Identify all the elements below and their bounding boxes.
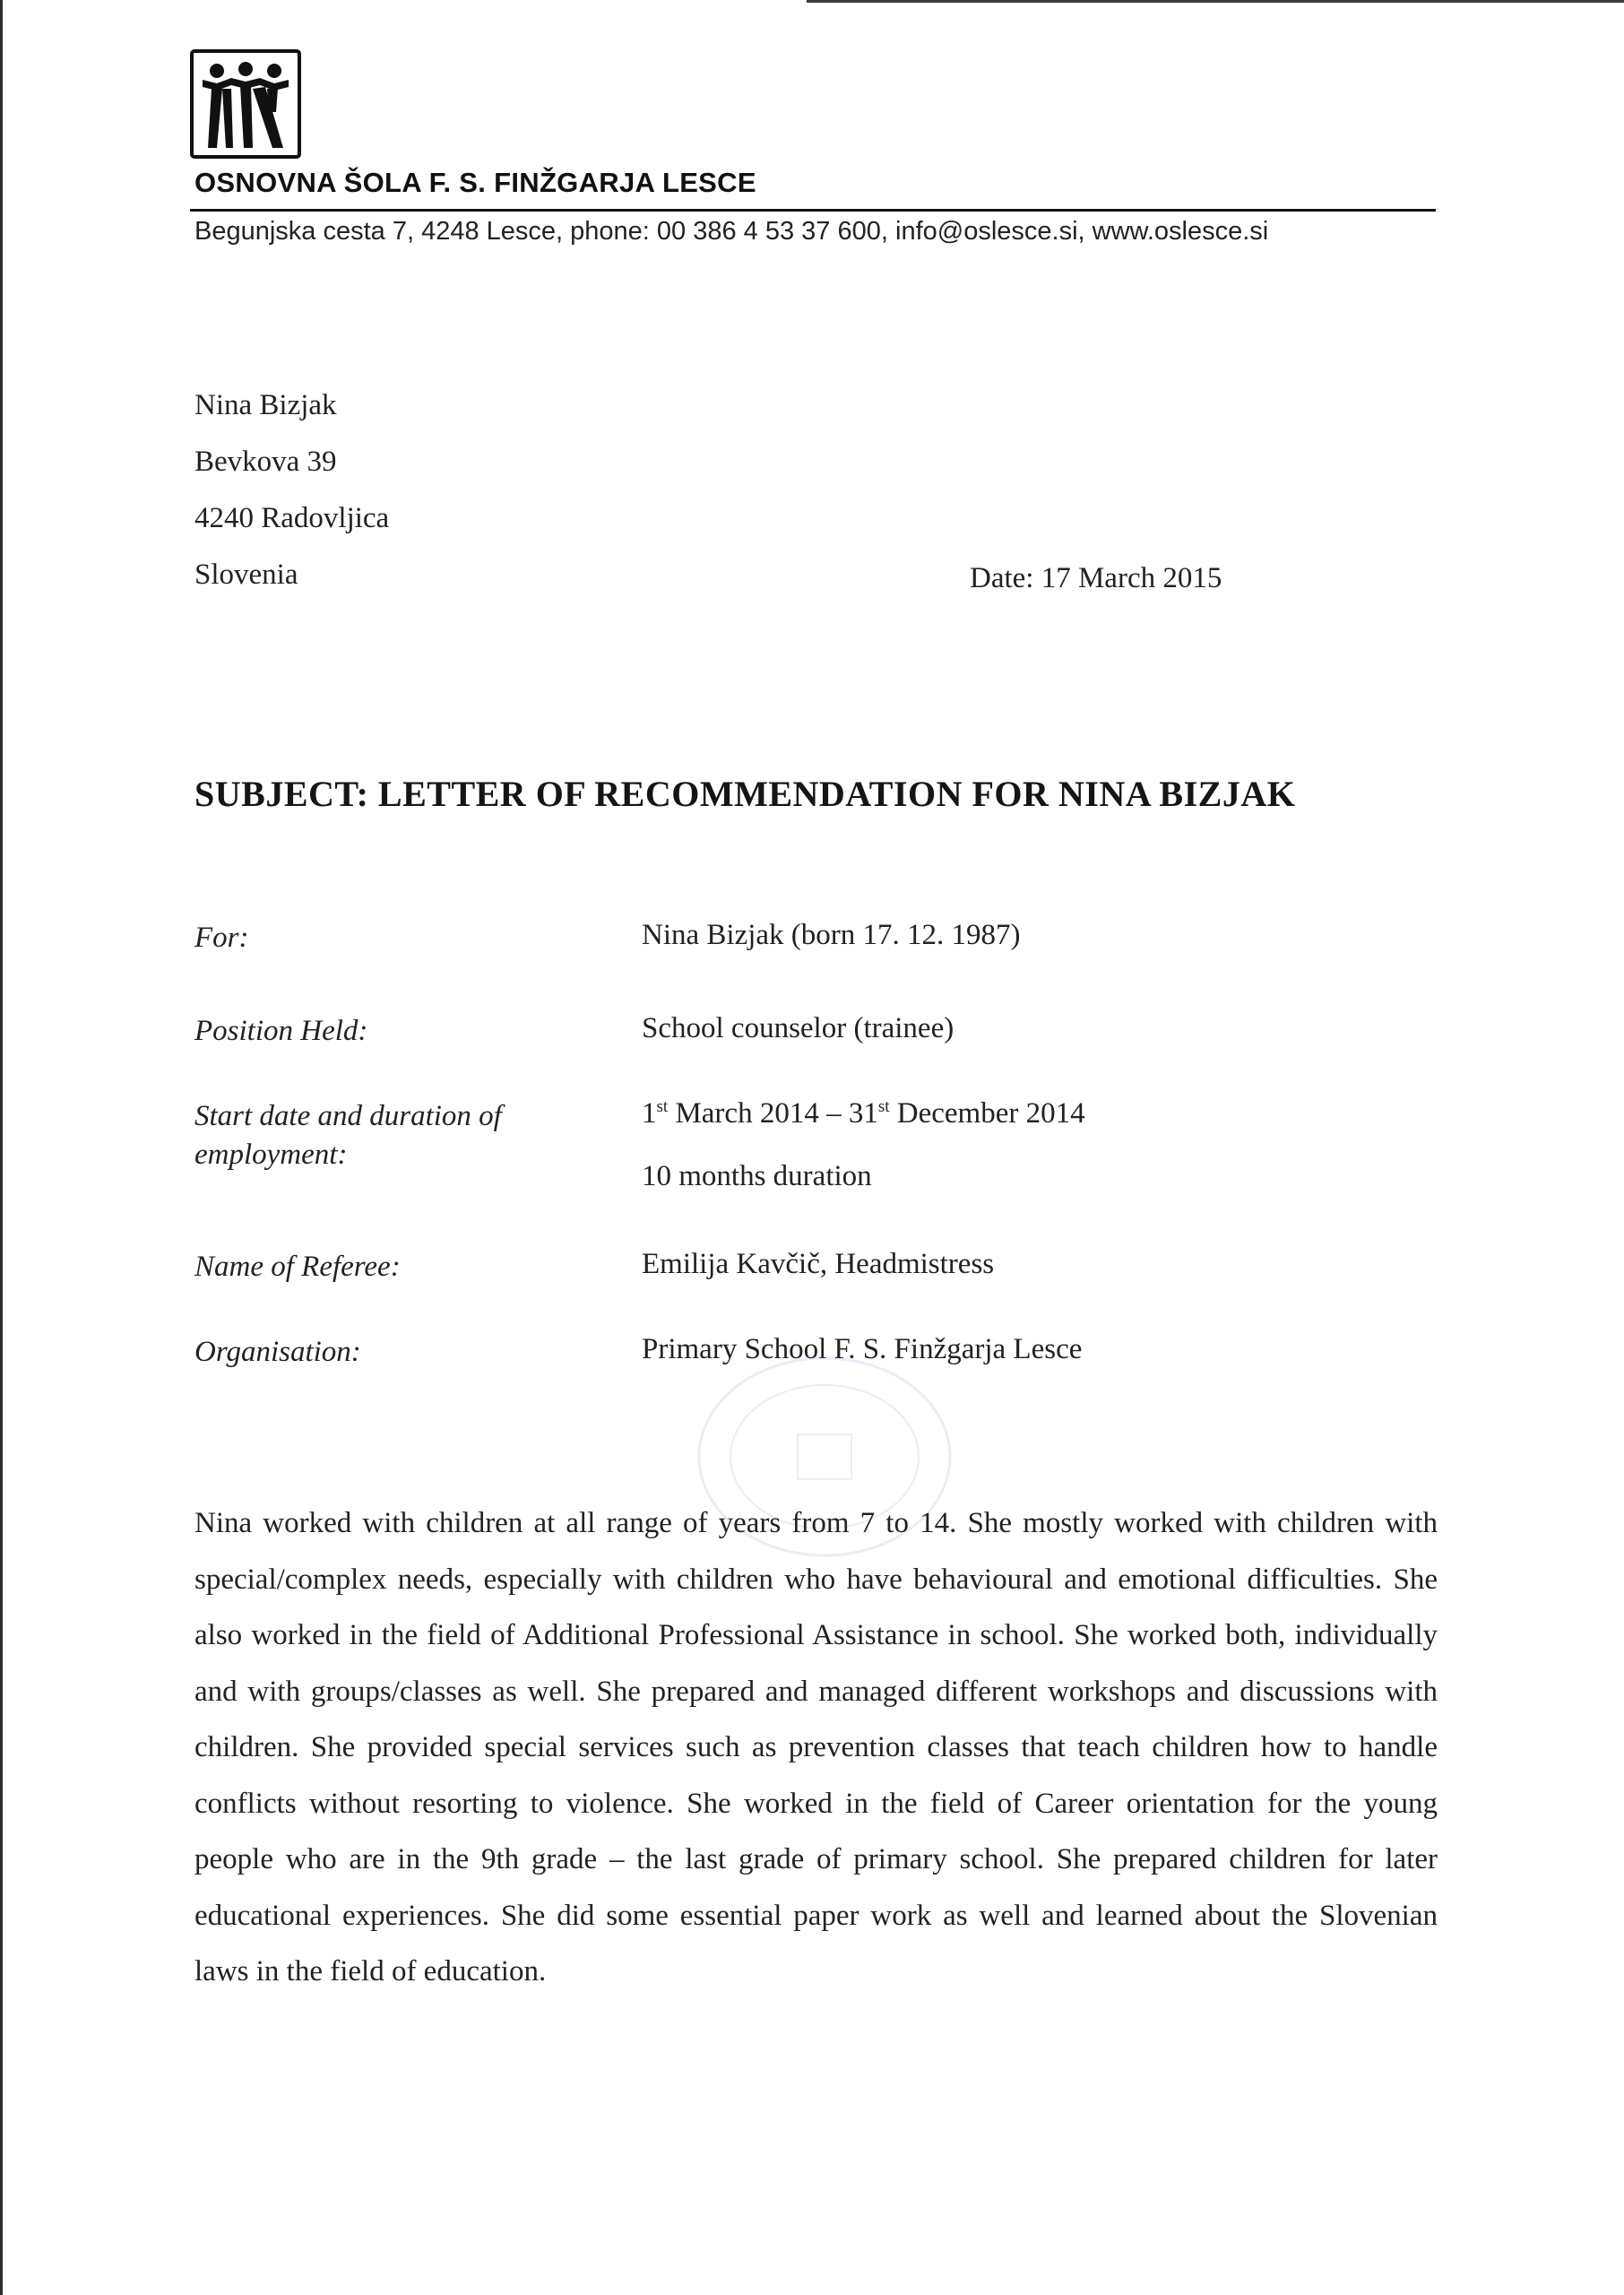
end-day-suffix: st xyxy=(877,1097,890,1116)
period-end: December 2014 xyxy=(889,1097,1085,1130)
referee-value: Emilija Kavčič, Headmistress xyxy=(642,1248,995,1280)
recipient-name: Nina Bizjak xyxy=(194,389,337,421)
recipient-country: Slovenia xyxy=(194,559,298,591)
start-date-label-line1: Start date and duration of xyxy=(194,1100,502,1132)
employment-period xyxy=(642,1097,1085,1130)
position-value: School counselor (trainee) xyxy=(642,1012,955,1044)
start-day-suffix: st xyxy=(656,1097,669,1116)
school-logo-icon xyxy=(190,49,301,159)
start-day: 1 xyxy=(642,1097,657,1130)
letter-date: Date: 17 March 2015 xyxy=(970,562,1222,594)
period-middle: March 2014 – 31 xyxy=(668,1097,878,1130)
start-date-label xyxy=(194,1097,502,1174)
position-label: Position Held: xyxy=(194,1015,368,1047)
letter-subject: SUBJECT: LETTER OF RECOMMENDATION FOR NINA BIZJAK xyxy=(194,774,1296,814)
header-divider xyxy=(190,209,1436,212)
page-edge xyxy=(0,0,3,2295)
start-date-label-line2: employment: xyxy=(194,1138,348,1171)
for-label: For: xyxy=(194,922,249,954)
employment-duration: 10 months duration xyxy=(642,1160,872,1192)
letter-body: Nina worked with children at all range of years from 7 to 14. She mostly worked with children with special/complex needs, especially with children who have behavioural and emotional difficulties. She also worked in the field of Additional Professional Assistance in school. She worked both, individually and with groups/classes as well. She prepared and managed different workshops and discussions with children. She provided special services such as prevention classes that teach children how to handle conflicts without resorting to violence. She worked in the field of Career orientation for the young people who are in the 9th grade – the last grade of primary school. She prepared children for later educational experiences. She did some essential paper work as well and learned about the Slovenian laws in the field of education. xyxy=(194,1507,1438,1988)
recipient-street: Bevkova 39 xyxy=(194,446,337,478)
recipient-city: 4240 Radovljica xyxy=(194,502,390,534)
organisation-value: Primary School F. S. Finžgarja Lesce xyxy=(642,1333,1083,1365)
school-name: OSNOVNA ŠOLA F. S. FINŽGARJA LESCE xyxy=(194,167,756,198)
for-value: Nina Bizjak (born 17. 12. 1987) xyxy=(642,919,1021,951)
page-edge-top xyxy=(807,0,1624,3)
organisation-label: Organisation: xyxy=(194,1336,361,1368)
school-contact-line: Begunjska cesta 7, 4248 Lesce, phone: 00 386 4 53 37 600, info@oslesce.si, www.oslesce.si xyxy=(194,217,1269,246)
referee-label: Name of Referee: xyxy=(194,1251,401,1283)
